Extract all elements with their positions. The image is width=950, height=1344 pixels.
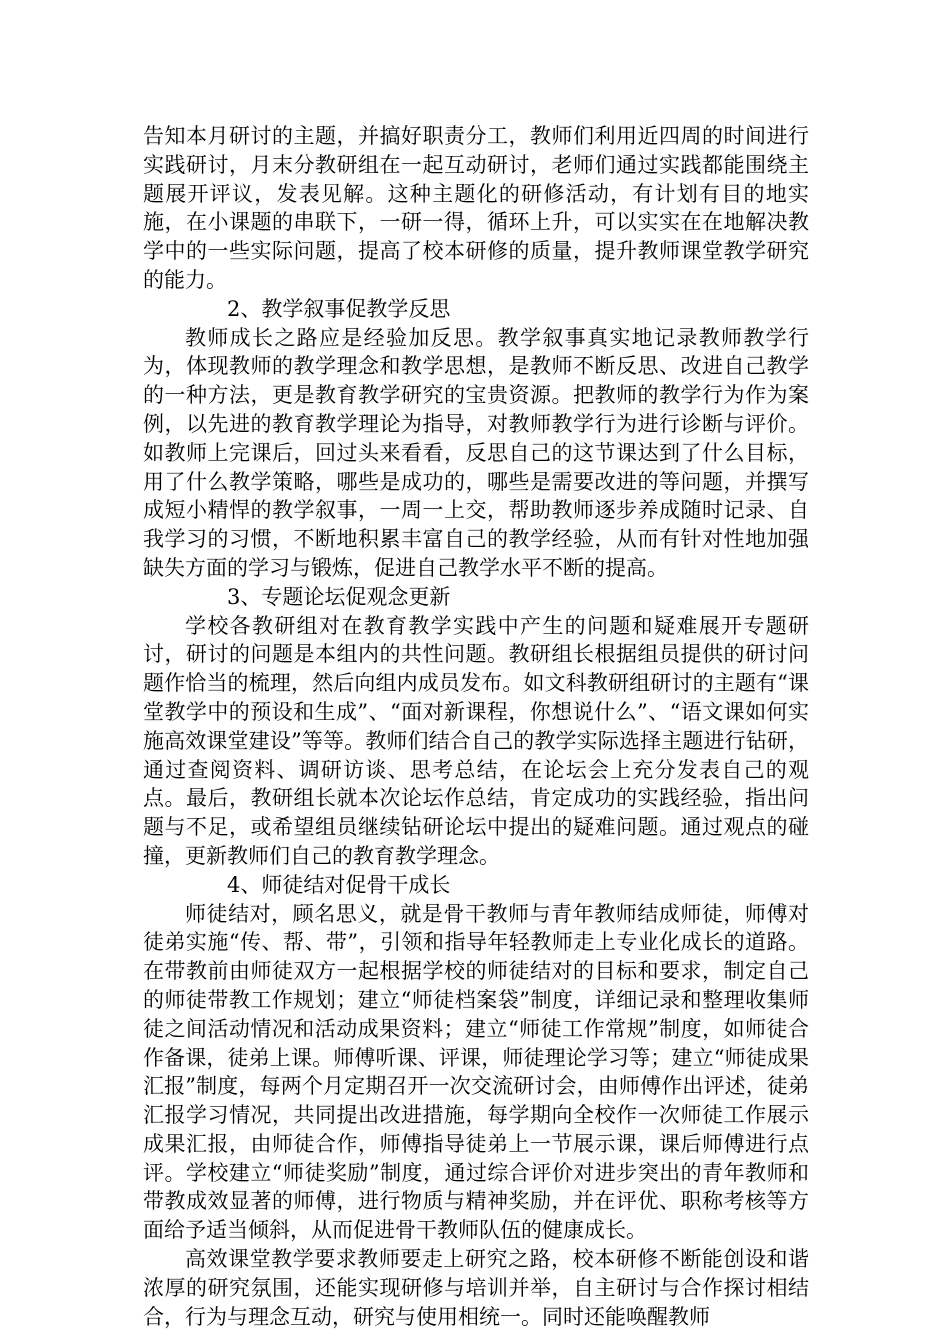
section-heading-teaching-narrative: 2、教学叙事促教学反思 — [227, 296, 451, 321]
paragraph-topic-forum: 学校各教研组对在教育教学实践中产生的问题和疑难展开专题研讨，研讨的问题是本组内的共性问题。教研组长根据组员提供的研讨问题作恰当的梳理，然后向组内成员发布。如文科教研组研讨的主题有“课堂教学中的预设和生成”、“面对新课程，你想说什么”、“语文课如何实施高效课堂建设”等等。教师们结合自己的教学实际选择主题进行钻研，通过查阅资料、调研访谈、思考总结，在论坛会上充分发表自己的观点。最后，教研组长就本次论坛作总结，肯定成功的实践经验，指出问题与不足，或希望组员继续钻研论坛中提出的疑难问题。通过观点的碰撞，更新教师们自己的教育教学理念。 — [143, 613, 809, 868]
paragraph-conclusion: 高效课堂教学要求教师要走上研究之路，校本研修不断能创设和谐浓厚的研究氛围，还能实现研修与培训并举，自主研讨与合作探讨相结合，行为与理念互动，研究与使用相统一。同时还能唤醒教师 — [143, 1247, 809, 1329]
paragraph-continuation: 告知本月研讨的主题，并搞好职责分工，教师们利用近四周的时间进行实践研讨，月末分教研组在一起互动研讨，老师们通过实践都能围绕主题展开评议，发表见解。这种主题化的研修活动，有计划有目的地实施，在小课题的串联下，一研一得，循环上升，可以实实在在地解决教学中的一些实际问题，提高了校本研修的质量，提升教师课堂教学研究的能力。 — [143, 124, 809, 292]
section-heading-mentorship: 4、师徒结对促骨干成长 — [227, 872, 451, 897]
section-heading-topic-forum: 3、专题论坛促观念更新 — [227, 584, 451, 609]
paragraph-mentorship: 师徒结对，顾名思义，就是骨干教师与青年教师结成师徒，师傅对徒弟实施“传、帮、带”，引领和指导年轻教师走上专业化成长的道路。在带教前由师徒双方一起根据学校的师徒结对的目标和要求，制定自己的师徒带教工作规划；建立“师徒档案袋”制度，详细记录和整理收集师徒之间活动情况和活动成果资料；建立“师徒工作常规”制度，如师徒合作备课，徒弟上课。师傅听课、评课，师徒理论学习等；建立“师徒成果汇报”制度，每两个月定期召开一次交流研讨会，由师傅作出评述，徒弟汇报学习情况，共同提出改进措施，每学期向全校作一次师徒工作展示成果汇报，由师徒合作，师傅指导徒弟上一节展示课，课后师傅进行点评。学校建立“师徒奖励”制度，通过综合评价对进步突出的青年教师和带教成效显著的师傅，进行物质与精神奖励，并在评优、职称考核等方面给予适当倾斜，从而促进骨干教师队伍的健康成长。 — [143, 901, 809, 1243]
document-body — [143, 122, 809, 1331]
paragraph-teaching-narrative: 教师成长之路应是经验加反思。教学叙事真实地记录教师教学行为，体现教师的教学理念和教学思想，是教师不断反思、改进自己教学的一种方法，更是教育教学研究的宝贵资源。把教师的教学行为作为案例，以先进的教育教学理论为指导，对教师教学行为进行诊断与评价。如教师上完课后，回过头来看看，反思自己的这节课达到了什么目标，用了什么教学策略，哪些是成功的，哪些是需要改进的等问题，并撰写成短小精悍的教学叙事，一周一上交，帮助教师逐步养成随时记录、自我学习的习惯，不断地积累丰富自己的教学经验，从而有针对性地加强缺失方面的学习与锻炼，促进自己教学水平不断的提高。 — [143, 325, 809, 580]
